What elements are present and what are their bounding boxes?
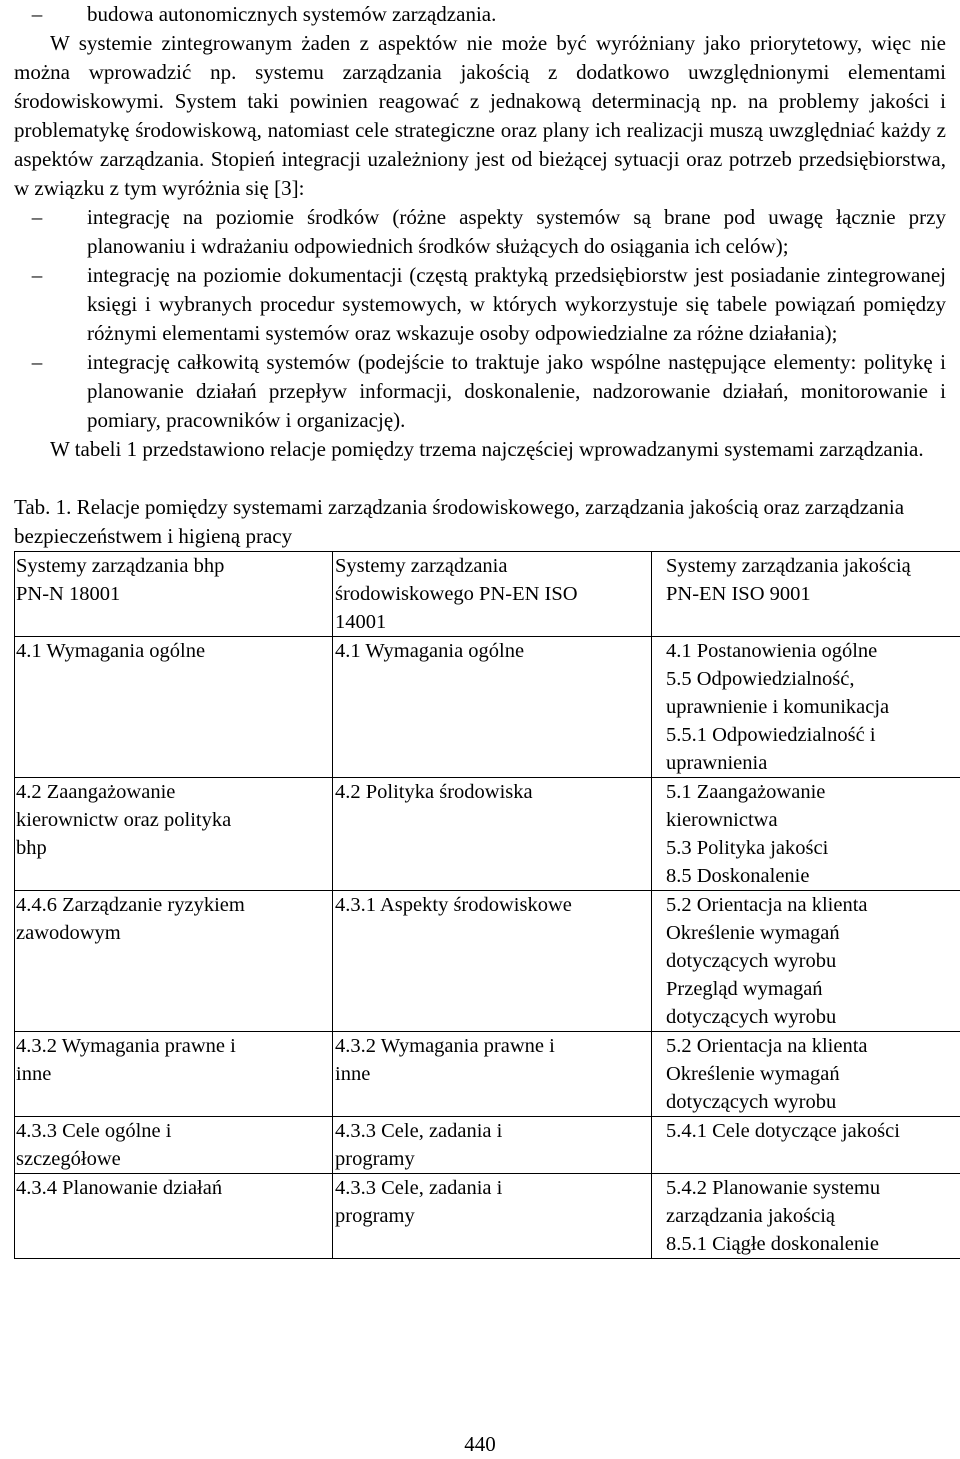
integration-bullet-list — [14, 203, 946, 435]
table-cell — [652, 1032, 960, 1117]
cell-text: 8.5.1 Ciągłe doskonalenie — [666, 1230, 960, 1258]
paragraph: W systemie zintegrowanym żaden z aspektów nie może być wyróżniany jako priorytetowy, więc nie można wprowadzić np. systemu zarządzania jakością z dodatkowo uwzględnionymi elementami środowiskowymi. System taki powinien reagować z jednakową determinacją np. na problemy jakości i problematykę środowiskową, natomiast cele strategiczne oraz plany ich realizacji muszą uwzględniać każdy z aspektów zarządzania. Stopień integracji uzależniony jest od bieżącej sytuacji oraz potrzeb przedsiębiorstwa, w związku z tym wyróżnia się [3]: — [14, 29, 946, 203]
table-row — [15, 1174, 960, 1259]
cell-text: 4.2 Zaangażowanie — [16, 778, 332, 806]
relations-table — [14, 551, 960, 1259]
table-cell — [652, 637, 960, 778]
cell-text: kierownictw oraz polityka — [16, 806, 332, 834]
cell-text: środowiskowego PN-EN ISO — [335, 580, 651, 608]
table-cell — [15, 552, 333, 637]
cell-text: 4.1 Wymagania ogólne — [16, 637, 332, 665]
cell-text: 5.2 Orientacja na klienta — [666, 891, 960, 919]
cell-text: dotyczących wyrobu — [666, 1003, 960, 1031]
cell-text: 4.3.4 Planowanie działań — [16, 1174, 332, 1202]
table-cell — [333, 778, 652, 891]
dash-bullet: – — [26, 0, 48, 29]
cell-text: zarządzania jakością — [666, 1202, 960, 1230]
list-item — [14, 0, 946, 29]
bullet-text: budowa autonomicznych systemów zarządzania. — [87, 2, 496, 26]
cell-text: dotyczących wyrobu — [666, 1088, 960, 1116]
cell-text: uprawnienia — [666, 749, 960, 777]
table-row — [15, 637, 960, 778]
bullet-text: integrację całkowitą systemów (podejście to traktuje jako wspólne następujące elementy: politykę i planowanie działań przepływ informacji, doskonalenie, nadzorowanie działań, monitorowanie i pomiary, pracowników i organizację). — [87, 350, 946, 432]
cell-text: PN-N 18001 — [16, 580, 332, 608]
table-caption: Tab. 1. Relacje pomiędzy systemami zarządzania środowiskowego, zarządzania jakością oraz zarządzania bezpieczeństwem i higieną pracy — [14, 493, 946, 551]
cell-text: Systemy zarządzania bhp — [16, 552, 332, 580]
cell-text: 4.3.3 Cele, zadania i — [335, 1174, 651, 1202]
cell-text: 5.4.1 Cele dotyczące jakości — [666, 1117, 960, 1145]
cell-text: 8.5 Doskonalenie — [666, 862, 960, 890]
cell-text: szczegółowe — [16, 1145, 332, 1173]
table-cell — [15, 637, 333, 778]
table-cell — [15, 1174, 333, 1259]
cell-text: programy — [335, 1202, 651, 1230]
cell-text: Systemy zarządzania jakością — [666, 552, 960, 580]
cell-text: 5.1 Zaangażowanie — [666, 778, 960, 806]
cell-text: bhp — [16, 834, 332, 862]
list-item — [14, 261, 946, 348]
cell-text: 14001 — [335, 608, 651, 636]
table-cell — [333, 552, 652, 637]
table-cell — [333, 1174, 652, 1259]
table-cell — [333, 637, 652, 778]
cell-text: zawodowym — [16, 919, 332, 947]
table-cell — [652, 1117, 960, 1174]
dash-bullet: – — [26, 203, 48, 232]
table-row — [15, 1032, 960, 1117]
cell-text: 4.3.2 Wymagania prawne i — [16, 1032, 332, 1060]
cell-text: 4.1 Postanowienia ogólne — [666, 637, 960, 665]
bullet-text: integrację na poziomie dokumentacji (częstą praktyką przedsiębiorstw jest posiadanie zintegrowanej księgi i wybranych procedur systemowych, w których wykorzystuje się tabele powiązań pomiędzy różnymi elementami systemów oraz wskazuje osoby odpowiedzialne za różne działania); — [87, 263, 946, 345]
paragraph: W tabeli 1 przedstawiono relacje pomiędzy trzema najczęściej wprowadzanymi systemami zarządzania. — [14, 435, 946, 464]
table-cell — [333, 1117, 652, 1174]
document-page — [14, 0, 946, 1259]
cell-text: 5.2 Orientacja na klienta — [666, 1032, 960, 1060]
table-cell — [15, 1117, 333, 1174]
top-bullet-list — [14, 0, 946, 29]
table-row — [15, 778, 960, 891]
cell-text: uprawnienie i komunikacja — [666, 693, 960, 721]
table-cell — [15, 891, 333, 1032]
table-cell — [333, 891, 652, 1032]
cell-text: 4.1 Wymagania ogólne — [335, 637, 651, 665]
cell-text: inne — [335, 1060, 651, 1088]
cell-text: 4.3.3 Cele ogólne i — [16, 1117, 332, 1145]
table-cell — [333, 1032, 652, 1117]
cell-text: 5.5.1 Odpowiedzialność i — [666, 721, 960, 749]
cell-text: 5.3 Polityka jakości — [666, 834, 960, 862]
dash-bullet: – — [26, 348, 48, 377]
list-item — [14, 203, 946, 261]
cell-text: kierownictwa — [666, 806, 960, 834]
cell-text: Systemy zarządzania — [335, 552, 651, 580]
table-row — [15, 891, 960, 1032]
cell-text: 4.2 Polityka środowiska — [335, 778, 651, 806]
table-row — [15, 1117, 960, 1174]
cell-text: 5.5 Odpowiedzialność, — [666, 665, 960, 693]
cell-text: 4.3.2 Wymagania prawne i — [335, 1032, 651, 1060]
table-cell — [652, 1174, 960, 1259]
cell-text: 4.4.6 Zarządzanie ryzykiem — [16, 891, 332, 919]
table-cell — [652, 778, 960, 891]
page-number: 440 — [0, 1430, 960, 1459]
table-cell — [652, 552, 960, 637]
cell-text: 4.3.1 Aspekty środowiskowe — [335, 891, 651, 919]
table-cell — [652, 891, 960, 1032]
cell-text: 4.3.3 Cele, zadania i — [335, 1117, 651, 1145]
cell-text: Określenie wymagań — [666, 1060, 960, 1088]
table-header-row — [15, 552, 960, 637]
cell-text: PN-EN ISO 9001 — [666, 580, 960, 608]
cell-text: 5.4.2 Planowanie systemu — [666, 1174, 960, 1202]
cell-text: programy — [335, 1145, 651, 1173]
cell-text: Przegląd wymagań — [666, 975, 960, 1003]
bullet-text: integrację na poziomie środków (różne aspekty systemów są brane pod uwagę łącznie przy planowaniu i wdrażaniu odpowiednich środków służących do osiągania ich celów); — [87, 205, 946, 258]
dash-bullet: – — [26, 261, 48, 290]
cell-text: Określenie wymagań — [666, 919, 960, 947]
cell-text: inne — [16, 1060, 332, 1088]
cell-text: dotyczących wyrobu — [666, 947, 960, 975]
table-cell — [15, 1032, 333, 1117]
table-cell — [15, 778, 333, 891]
list-item — [14, 348, 946, 435]
